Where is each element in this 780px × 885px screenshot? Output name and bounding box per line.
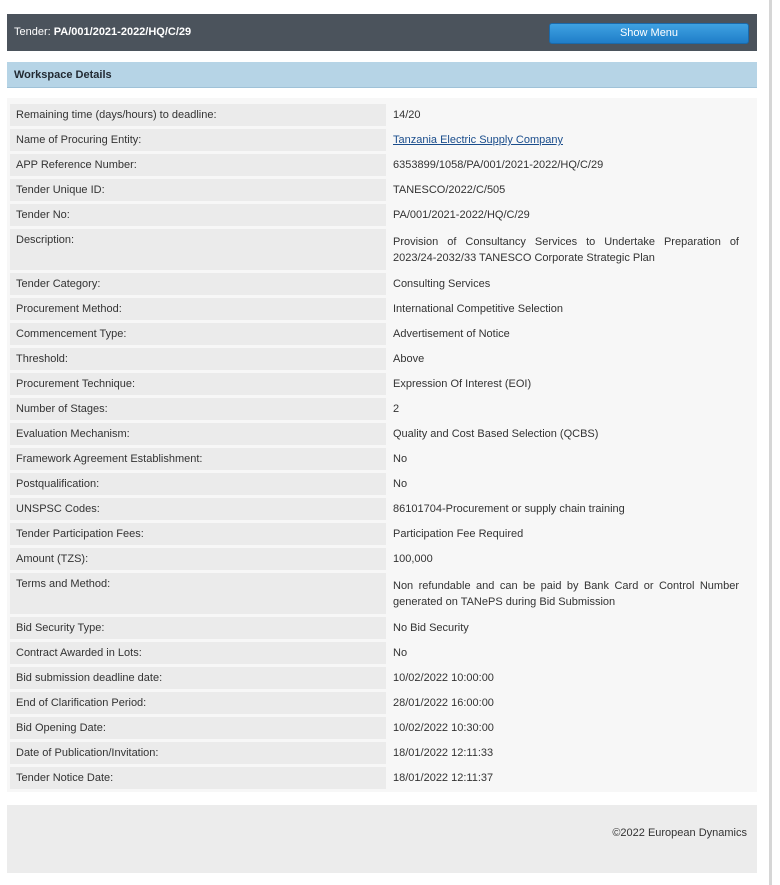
tender-number: PA/001/2021-2022/HQ/C/29 <box>53 26 192 38</box>
detail-value: Above <box>393 353 425 365</box>
detail-label: Contract Awarded in Lots: <box>10 642 386 664</box>
tender-heading <box>14 26 191 38</box>
detail-value: PA/001/2021-2022/HQ/C/29 <box>393 209 530 221</box>
detail-value: 10/02/2022 10:30:00 <box>393 722 494 734</box>
detail-row <box>10 448 754 470</box>
show-menu-button[interactable]: Show Menu <box>549 23 749 44</box>
detail-value: Participation Fee Required <box>393 528 524 540</box>
footer <box>7 805 757 873</box>
detail-row <box>10 104 754 126</box>
detail-label: Remaining time (days/hours) to deadline: <box>10 104 386 126</box>
tender-prefix: Tender: <box>14 26 51 38</box>
detail-row <box>10 129 754 151</box>
detail-value: 100,000 <box>393 553 433 565</box>
detail-row <box>10 373 754 395</box>
detail-label: Number of Stages: <box>10 398 386 420</box>
detail-label: UNSPSC Codes: <box>10 498 386 520</box>
detail-value: 14/20 <box>393 109 421 121</box>
detail-row <box>10 179 754 201</box>
detail-value: Provision of Consultancy Services to Undertake Preparation of 2023/24-2032/33 TANESCO Corporate Strategic Plan <box>393 236 739 264</box>
detail-row <box>10 229 754 270</box>
detail-row <box>10 667 754 689</box>
detail-value: No <box>393 453 408 465</box>
detail-row <box>10 398 754 420</box>
detail-label: Name of Procuring Entity: <box>10 129 386 151</box>
detail-row <box>10 548 754 570</box>
details-table <box>7 98 757 792</box>
detail-label: Commencement Type: <box>10 323 386 345</box>
detail-label: Bid submission deadline date: <box>10 667 386 689</box>
detail-value: Quality and Cost Based Selection (QCBS) <box>393 428 599 440</box>
detail-row <box>10 498 754 520</box>
detail-row <box>10 154 754 176</box>
detail-value: Expression Of Interest (EOI) <box>393 378 532 390</box>
detail-value: 10/02/2022 10:00:00 <box>393 672 494 684</box>
detail-label: End of Clarification Period: <box>10 692 386 714</box>
detail-row <box>10 742 754 764</box>
detail-label: APP Reference Number: <box>10 154 386 176</box>
detail-label: Procurement Method: <box>10 298 386 320</box>
detail-label: Tender Unique ID: <box>10 179 386 201</box>
detail-label: Procurement Technique: <box>10 373 386 395</box>
workspace-details-header <box>7 62 757 88</box>
detail-label: Bid Opening Date: <box>10 717 386 739</box>
detail-label: Tender Category: <box>10 273 386 295</box>
detail-label: Tender No: <box>10 204 386 226</box>
detail-label: Description: <box>10 229 386 270</box>
detail-label: Date of Publication/Invitation: <box>10 742 386 764</box>
detail-value: 18/01/2022 12:11:33 <box>393 747 494 759</box>
detail-value: 18/01/2022 12:11:37 <box>393 772 494 784</box>
detail-row <box>10 323 754 345</box>
detail-value <box>389 129 754 151</box>
detail-row <box>10 298 754 320</box>
detail-value: TANESCO/2022/C/505 <box>393 184 506 196</box>
detail-row <box>10 642 754 664</box>
copyright-text: ©2022 European Dynamics <box>612 827 747 839</box>
detail-label: Framework Agreement Establishment: <box>10 448 386 470</box>
detail-value: 86101704-Procurement or supply chain training <box>393 503 625 515</box>
detail-label: Evaluation Mechanism: <box>10 423 386 445</box>
detail-value: No Bid Security <box>393 622 469 634</box>
detail-row <box>10 204 754 226</box>
detail-row <box>10 473 754 495</box>
detail-label: Amount (TZS): <box>10 548 386 570</box>
top-bar <box>7 14 757 51</box>
detail-row <box>10 767 754 789</box>
detail-row <box>10 273 754 295</box>
detail-row <box>10 348 754 370</box>
procuring-entity-link[interactable]: Tanzania Electric Supply Company <box>393 134 563 146</box>
detail-value: Consulting Services <box>393 278 491 290</box>
detail-value: No <box>393 478 408 490</box>
detail-value: Non refundable and can be paid by Bank Card or Control Number generated on TANePS during Bid Submission <box>393 580 739 608</box>
detail-row <box>10 692 754 714</box>
detail-row <box>10 573 754 614</box>
detail-label: Bid Security Type: <box>10 617 386 639</box>
detail-row <box>10 423 754 445</box>
detail-label: Threshold: <box>10 348 386 370</box>
detail-label: Tender Participation Fees: <box>10 523 386 545</box>
detail-value: International Competitive Selection <box>393 303 563 315</box>
detail-row <box>10 523 754 545</box>
detail-label: Postqualification: <box>10 473 386 495</box>
detail-label: Tender Notice Date: <box>10 767 386 789</box>
detail-row <box>10 617 754 639</box>
section-title: Workspace Details <box>14 69 112 81</box>
detail-value: 6353899/1058/PA/001/2021-2022/HQ/C/29 <box>393 159 604 171</box>
scrollbar[interactable] <box>769 0 772 885</box>
detail-value: 28/01/2022 16:00:00 <box>393 697 494 709</box>
detail-row <box>10 717 754 739</box>
detail-value: 2 <box>393 403 400 415</box>
detail-value: No <box>393 647 408 659</box>
detail-value: Advertisement of Notice <box>393 328 510 340</box>
detail-label: Terms and Method: <box>10 573 386 614</box>
